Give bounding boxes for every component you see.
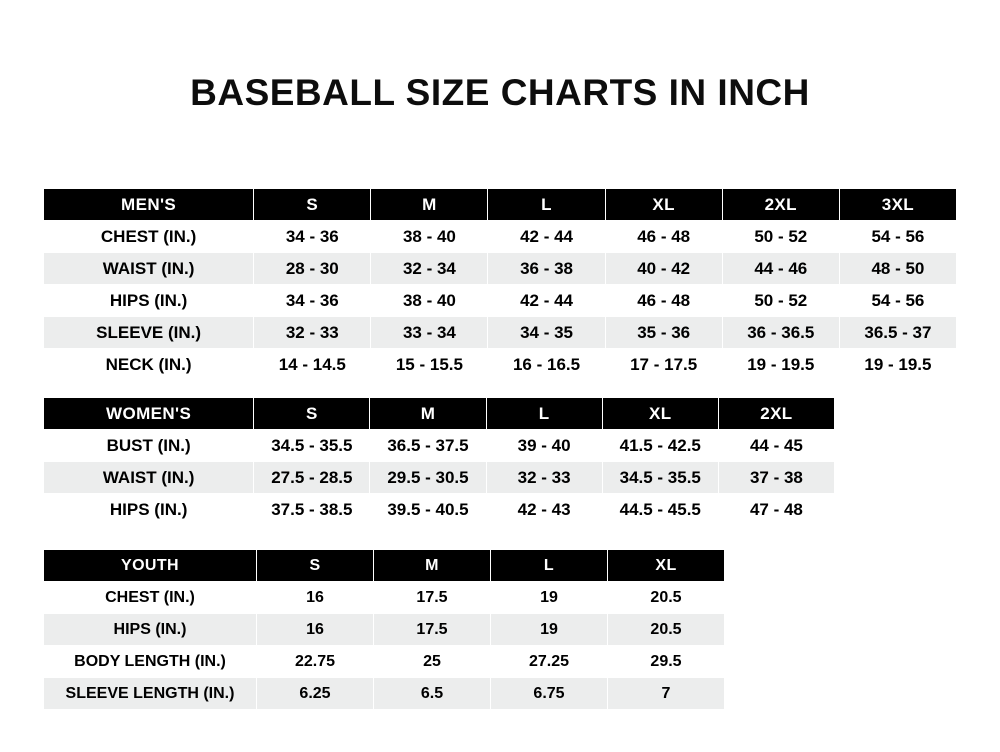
cell-value: 19 bbox=[491, 614, 608, 646]
cell-value: 29.5 bbox=[608, 646, 725, 678]
cell-value: 41.5 - 42.5 bbox=[602, 430, 718, 462]
row-label: CHEST (IN.) bbox=[44, 582, 257, 614]
cell-value: 46 - 48 bbox=[605, 285, 722, 317]
cell-value: 14 - 14.5 bbox=[254, 349, 371, 381]
cell-value: 6.5 bbox=[374, 678, 491, 710]
cell-value: 50 - 52 bbox=[722, 221, 839, 253]
cell-value: 34.5 - 35.5 bbox=[254, 430, 370, 462]
cell-value: 34 - 36 bbox=[254, 285, 371, 317]
cell-value: 17.5 bbox=[374, 582, 491, 614]
cell-value: 16 bbox=[257, 582, 374, 614]
column-header-3xl: 3XL bbox=[839, 189, 956, 221]
cell-value: 37.5 - 38.5 bbox=[254, 494, 370, 526]
table-row bbox=[44, 285, 957, 317]
cell-value: 38 - 40 bbox=[371, 221, 488, 253]
column-header-category: WOMEN'S bbox=[44, 398, 254, 430]
cell-value: 20.5 bbox=[608, 614, 725, 646]
womens-size-table bbox=[43, 397, 835, 526]
table-header-row bbox=[44, 189, 957, 221]
table-row bbox=[44, 221, 957, 253]
cell-value: 54 - 56 bbox=[839, 285, 956, 317]
column-header-2xl: 2XL bbox=[722, 189, 839, 221]
column-header-s: S bbox=[254, 398, 370, 430]
cell-value: 25 bbox=[374, 646, 491, 678]
column-header-2xl: 2XL bbox=[718, 398, 834, 430]
row-label: BODY LENGTH (IN.) bbox=[44, 646, 257, 678]
cell-value: 36 - 36.5 bbox=[722, 317, 839, 349]
row-label: HIPS (IN.) bbox=[44, 285, 254, 317]
row-label: HIPS (IN.) bbox=[44, 614, 257, 646]
table-row bbox=[44, 582, 725, 614]
cell-value: 27.5 - 28.5 bbox=[254, 462, 370, 494]
cell-value: 20.5 bbox=[608, 582, 725, 614]
cell-value: 39.5 - 40.5 bbox=[370, 494, 486, 526]
cell-value: 32 - 33 bbox=[254, 317, 371, 349]
cell-value: 29.5 - 30.5 bbox=[370, 462, 486, 494]
cell-value: 36 - 38 bbox=[488, 253, 605, 285]
row-label: NECK (IN.) bbox=[44, 349, 254, 381]
cell-value: 34.5 - 35.5 bbox=[602, 462, 718, 494]
column-header-category: YOUTH bbox=[44, 550, 257, 582]
table-row bbox=[44, 678, 725, 710]
column-header-s: S bbox=[254, 189, 371, 221]
cell-value: 17 - 17.5 bbox=[605, 349, 722, 381]
cell-value: 44.5 - 45.5 bbox=[602, 494, 718, 526]
cell-value: 44 - 45 bbox=[718, 430, 834, 462]
cell-value: 6.25 bbox=[257, 678, 374, 710]
column-header-l: L bbox=[488, 189, 605, 221]
cell-value: 42 - 44 bbox=[488, 285, 605, 317]
table-row bbox=[44, 349, 957, 381]
cell-value: 16 - 16.5 bbox=[488, 349, 605, 381]
column-header-m: M bbox=[371, 189, 488, 221]
cell-value: 16 bbox=[257, 614, 374, 646]
table-row bbox=[44, 494, 835, 526]
cell-value: 35 - 36 bbox=[605, 317, 722, 349]
row-label: SLEEVE (IN.) bbox=[44, 317, 254, 349]
row-label: HIPS (IN.) bbox=[44, 494, 254, 526]
table-row bbox=[44, 614, 725, 646]
column-header-m: M bbox=[374, 550, 491, 582]
row-label: SLEEVE LENGTH (IN.) bbox=[44, 678, 257, 710]
cell-value: 36.5 - 37 bbox=[839, 317, 956, 349]
column-header-l: L bbox=[491, 550, 608, 582]
youth-size-table bbox=[43, 549, 725, 710]
column-header-m: M bbox=[370, 398, 486, 430]
table-row bbox=[44, 253, 957, 285]
cell-value: 47 - 48 bbox=[718, 494, 834, 526]
cell-value: 22.75 bbox=[257, 646, 374, 678]
cell-value: 6.75 bbox=[491, 678, 608, 710]
cell-value: 42 - 44 bbox=[488, 221, 605, 253]
table-row bbox=[44, 646, 725, 678]
row-label: WAIST (IN.) bbox=[44, 462, 254, 494]
cell-value: 19 - 19.5 bbox=[722, 349, 839, 381]
cell-value: 44 - 46 bbox=[722, 253, 839, 285]
cell-value: 32 - 33 bbox=[486, 462, 602, 494]
table-header-row bbox=[44, 550, 725, 582]
cell-value: 19 bbox=[491, 582, 608, 614]
cell-value: 38 - 40 bbox=[371, 285, 488, 317]
table-row bbox=[44, 317, 957, 349]
cell-value: 34 - 36 bbox=[254, 221, 371, 253]
cell-value: 42 - 43 bbox=[486, 494, 602, 526]
column-header-xl: XL bbox=[602, 398, 718, 430]
row-label: BUST (IN.) bbox=[44, 430, 254, 462]
cell-value: 28 - 30 bbox=[254, 253, 371, 285]
row-label: CHEST (IN.) bbox=[44, 221, 254, 253]
table-header-row bbox=[44, 398, 835, 430]
cell-value: 33 - 34 bbox=[371, 317, 488, 349]
cell-value: 17.5 bbox=[374, 614, 491, 646]
cell-value: 34 - 35 bbox=[488, 317, 605, 349]
cell-value: 54 - 56 bbox=[839, 221, 956, 253]
mens-size-table bbox=[43, 188, 957, 381]
cell-value: 32 - 34 bbox=[371, 253, 488, 285]
cell-value: 7 bbox=[608, 678, 725, 710]
column-header-xl: XL bbox=[608, 550, 725, 582]
cell-value: 40 - 42 bbox=[605, 253, 722, 285]
cell-value: 37 - 38 bbox=[718, 462, 834, 494]
table-row bbox=[44, 462, 835, 494]
column-header-xl: XL bbox=[605, 189, 722, 221]
column-header-s: S bbox=[257, 550, 374, 582]
cell-value: 27.25 bbox=[491, 646, 608, 678]
cell-value: 36.5 - 37.5 bbox=[370, 430, 486, 462]
cell-value: 39 - 40 bbox=[486, 430, 602, 462]
cell-value: 50 - 52 bbox=[722, 285, 839, 317]
cell-value: 46 - 48 bbox=[605, 221, 722, 253]
table-row bbox=[44, 430, 835, 462]
cell-value: 19 - 19.5 bbox=[839, 349, 956, 381]
cell-value: 48 - 50 bbox=[839, 253, 956, 285]
column-header-category: MEN'S bbox=[44, 189, 254, 221]
page-title: BASEBALL SIZE CHARTS IN INCH bbox=[190, 72, 810, 113]
cell-value: 15 - 15.5 bbox=[371, 349, 488, 381]
column-header-l: L bbox=[486, 398, 602, 430]
row-label: WAIST (IN.) bbox=[44, 253, 254, 285]
